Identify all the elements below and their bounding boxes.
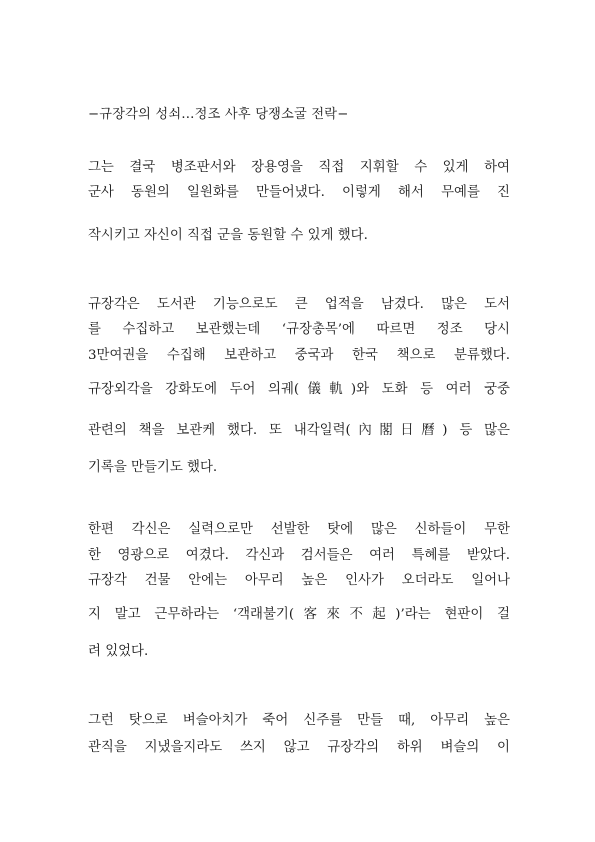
text-line: 규장외각을 강화도에 두어 의궤(儀軌)와 도화 등 여러 궁중	[88, 382, 510, 397]
text-line: 규장각 건물 안에는 아무리 높은 인사가 오더라도 일어나	[88, 573, 510, 588]
text-line: 3만여권을 수집해 보관하고 중국과 한국 책으로 분류했다.	[88, 348, 510, 363]
text-line: 규장각은 도서관 기능으로도 큰 업적을 남겼다. 많은 도서	[88, 297, 510, 312]
text-line: 기록을 만들기도 했다.	[88, 460, 218, 475]
text-line: 려 있었다.	[88, 644, 149, 659]
text-line: 를 수집하고 보관했는데 ‘규장총목’에 따르면 정조 당시	[88, 322, 510, 337]
text-line: 그는 결국 병조판서와 장용영을 직접 지휘할 수 있게 하여	[88, 160, 510, 175]
text-line: 군사 동원의 일원화를 만들어냈다. 이렇게 해서 무예를 진	[88, 185, 510, 200]
text-line: 관련의 책을 보관케 했다. 또 내각일력(內閣日曆) 등 많은	[88, 423, 510, 438]
text-line: 그런 탓으로 벼슬아치가 죽어 신주를 만들 때, 아무리 높은	[88, 713, 510, 728]
article-subtitle: −규장각의 성쇠…정조 사후 당쟁소굴 전락−	[88, 107, 349, 122]
text-line: 작시키고 자신이 직접 군을 동원할 수 있게 했다.	[88, 228, 368, 243]
text-line: 관직을 지냈을지라도 쓰지 않고 규장각의 하위 벼슬의 이	[88, 740, 510, 755]
text-line: 한 영광으로 여겼다. 각신과 검서들은 여러 특혜를 받았다.	[88, 548, 510, 563]
text-line: 한편 각신은 실력으로만 선발한 탓에 많은 신하들이 무한	[88, 522, 510, 537]
text-line: 지 말고 근무하라는 ‘객래불기(客來不起)’라는 현판이 걸	[88, 607, 510, 622]
